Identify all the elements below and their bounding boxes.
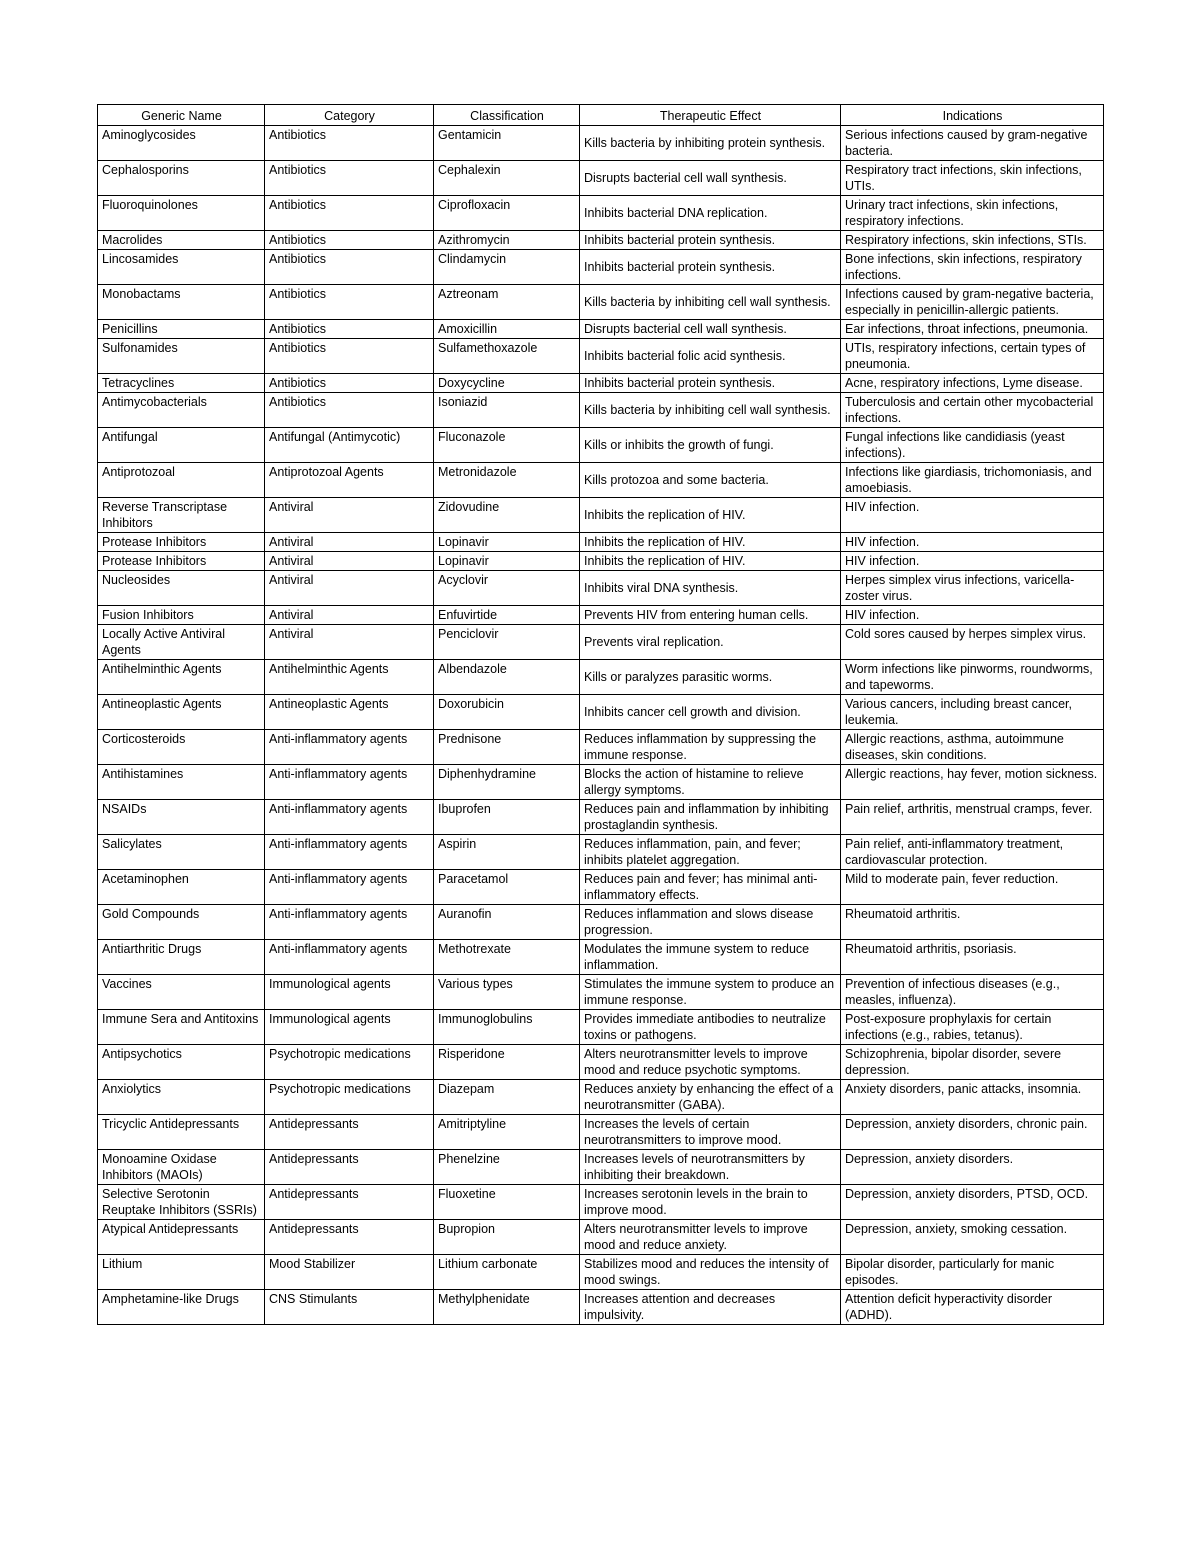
therapeutic-effect-cell: Blocks the action of histamine to relieve allergy symptoms. [580, 765, 841, 800]
table-row [98, 374, 1104, 393]
indications-cell: HIV infection. [841, 552, 1104, 571]
therapeutic-effect-cell: Kills bacteria by inhibiting protein synthesis. [580, 126, 841, 161]
classification-cell: Lopinavir [434, 533, 580, 552]
table-row [98, 905, 1104, 940]
generic-name-cell: Antineoplastic Agents [98, 695, 265, 730]
table-row [98, 285, 1104, 320]
therapeutic-effect-cell: Inhibits bacterial protein synthesis. [580, 374, 841, 393]
generic-name-cell: Aminoglycosides [98, 126, 265, 161]
category-cell: Antidepressants [265, 1150, 434, 1185]
classification-cell: Clindamycin [434, 250, 580, 285]
therapeutic-effect-cell: Disrupts bacterial cell wall synthesis. [580, 320, 841, 339]
classification-cell: Lopinavir [434, 552, 580, 571]
category-cell: CNS Stimulants [265, 1290, 434, 1325]
classification-cell: Doxycycline [434, 374, 580, 393]
table-header-row [98, 105, 1104, 126]
classification-cell: Albendazole [434, 660, 580, 695]
category-cell: Anti-inflammatory agents [265, 940, 434, 975]
indications-cell: Tuberculosis and certain other mycobacterial infections. [841, 393, 1104, 428]
classification-cell: Diazepam [434, 1080, 580, 1115]
table-row [98, 730, 1104, 765]
indications-cell: Rheumatoid arthritis. [841, 905, 1104, 940]
generic-name-cell: Antimycobacterials [98, 393, 265, 428]
category-cell: Mood Stabilizer [265, 1255, 434, 1290]
table-row [98, 1255, 1104, 1290]
category-cell: Antibiotics [265, 126, 434, 161]
generic-name-cell: Immune Sera and Antitoxins [98, 1010, 265, 1045]
classification-cell: Azithromycin [434, 231, 580, 250]
generic-name-cell: Protease Inhibitors [98, 533, 265, 552]
therapeutic-effect-cell: Stimulates the immune system to produce an immune response. [580, 975, 841, 1010]
generic-name-cell: Corticosteroids [98, 730, 265, 765]
therapeutic-effect-cell: Increases levels of neurotransmitters by inhibiting their breakdown. [580, 1150, 841, 1185]
category-cell: Antiviral [265, 625, 434, 660]
table-row [98, 835, 1104, 870]
category-cell: Antiviral [265, 606, 434, 625]
header-generic-name: Generic Name [98, 105, 265, 126]
table-row [98, 126, 1104, 161]
category-cell: Psychotropic medications [265, 1045, 434, 1080]
classification-cell: Zidovudine [434, 498, 580, 533]
table-row [98, 1150, 1104, 1185]
category-cell: Antiviral [265, 571, 434, 606]
therapeutic-effect-cell: Alters neurotransmitter levels to improve mood and reduce anxiety. [580, 1220, 841, 1255]
category-cell: Antibiotics [265, 250, 434, 285]
therapeutic-effect-cell: Reduces pain and inflammation by inhibiting prostaglandin synthesis. [580, 800, 841, 835]
therapeutic-effect-cell: Inhibits bacterial protein synthesis. [580, 250, 841, 285]
category-cell: Anti-inflammatory agents [265, 800, 434, 835]
generic-name-cell: Lithium [98, 1255, 265, 1290]
generic-name-cell: Antiprotozoal [98, 463, 265, 498]
indications-cell: Bone infections, skin infections, respiratory infections. [841, 250, 1104, 285]
therapeutic-effect-cell: Increases the levels of certain neurotransmitters to improve mood. [580, 1115, 841, 1150]
table-row [98, 552, 1104, 571]
therapeutic-effect-cell: Inhibits viral DNA synthesis. [580, 571, 841, 606]
classification-cell: Risperidone [434, 1045, 580, 1080]
table-row [98, 533, 1104, 552]
therapeutic-effect-cell: Inhibits bacterial DNA replication. [580, 196, 841, 231]
generic-name-cell: Monobactams [98, 285, 265, 320]
table-row [98, 320, 1104, 339]
classification-cell: Methotrexate [434, 940, 580, 975]
therapeutic-effect-cell: Provides immediate antibodies to neutralize toxins or pathogens. [580, 1010, 841, 1045]
therapeutic-effect-cell: Inhibits bacterial folic acid synthesis. [580, 339, 841, 374]
therapeutic-effect-cell: Kills protozoa and some bacteria. [580, 463, 841, 498]
indications-cell: Attention deficit hyperactivity disorder (ADHD). [841, 1290, 1104, 1325]
generic-name-cell: Amphetamine-like Drugs [98, 1290, 265, 1325]
table-row [98, 498, 1104, 533]
generic-name-cell: NSAIDs [98, 800, 265, 835]
category-cell: Anti-inflammatory agents [265, 730, 434, 765]
classification-cell: Bupropion [434, 1220, 580, 1255]
indications-cell: Herpes simplex virus infections, varicella-zoster virus. [841, 571, 1104, 606]
therapeutic-effect-cell: Inhibits bacterial protein synthesis. [580, 231, 841, 250]
classification-cell: Aspirin [434, 835, 580, 870]
generic-name-cell: Atypical Antidepressants [98, 1220, 265, 1255]
category-cell: Anti-inflammatory agents [265, 905, 434, 940]
therapeutic-effect-cell: Stabilizes mood and reduces the intensity of mood swings. [580, 1255, 841, 1290]
therapeutic-effect-cell: Inhibits cancer cell growth and division. [580, 695, 841, 730]
classification-cell: Penciclovir [434, 625, 580, 660]
generic-name-cell: Macrolides [98, 231, 265, 250]
table-row [98, 940, 1104, 975]
generic-name-cell: Antihelminthic Agents [98, 660, 265, 695]
table-row [98, 393, 1104, 428]
category-cell: Antifungal (Antimycotic) [265, 428, 434, 463]
category-cell: Antibiotics [265, 196, 434, 231]
category-cell: Antidepressants [265, 1185, 434, 1220]
classification-cell: Immunoglobulins [434, 1010, 580, 1045]
category-cell: Antibiotics [265, 161, 434, 196]
category-cell: Antiprotozoal Agents [265, 463, 434, 498]
indications-cell: Anxiety disorders, panic attacks, insomnia. [841, 1080, 1104, 1115]
category-cell: Antidepressants [265, 1115, 434, 1150]
category-cell: Antibiotics [265, 231, 434, 250]
generic-name-cell: Vaccines [98, 975, 265, 1010]
table-row [98, 571, 1104, 606]
classification-cell: Isoniazid [434, 393, 580, 428]
therapeutic-effect-cell: Inhibits the replication of HIV. [580, 498, 841, 533]
table-row [98, 625, 1104, 660]
therapeutic-effect-cell: Modulates the immune system to reduce inflammation. [580, 940, 841, 975]
generic-name-cell: Salicylates [98, 835, 265, 870]
generic-name-cell: Tetracyclines [98, 374, 265, 393]
indications-cell: Respiratory infections, skin infections, STIs. [841, 231, 1104, 250]
indications-cell: Cold sores caused by herpes simplex virus. [841, 625, 1104, 660]
indications-cell: Allergic reactions, hay fever, motion sickness. [841, 765, 1104, 800]
category-cell: Antibiotics [265, 374, 434, 393]
classification-cell: Phenelzine [434, 1150, 580, 1185]
therapeutic-effect-cell: Reduces inflammation, pain, and fever; inhibits platelet aggregation. [580, 835, 841, 870]
indications-cell: UTIs, respiratory infections, certain types of pneumonia. [841, 339, 1104, 374]
therapeutic-effect-cell: Disrupts bacterial cell wall synthesis. [580, 161, 841, 196]
indications-cell: Mild to moderate pain, fever reduction. [841, 870, 1104, 905]
classification-cell: Sulfamethoxazole [434, 339, 580, 374]
therapeutic-effect-cell: Inhibits the replication of HIV. [580, 533, 841, 552]
generic-name-cell: Lincosamides [98, 250, 265, 285]
generic-name-cell: Anxiolytics [98, 1080, 265, 1115]
drug-classification-table [97, 104, 1104, 1325]
category-cell: Antineoplastic Agents [265, 695, 434, 730]
indications-cell: Respiratory tract infections, skin infections, UTIs. [841, 161, 1104, 196]
generic-name-cell: Antiarthritic Drugs [98, 940, 265, 975]
indications-cell: Schizophrenia, bipolar disorder, severe depression. [841, 1045, 1104, 1080]
indications-cell: Fungal infections like candidiasis (yeast infections). [841, 428, 1104, 463]
generic-name-cell: Nucleosides [98, 571, 265, 606]
therapeutic-effect-cell: Prevents viral replication. [580, 625, 841, 660]
therapeutic-effect-cell: Increases attention and decreases impulsivity. [580, 1290, 841, 1325]
classification-cell: Prednisone [434, 730, 580, 765]
generic-name-cell: Fluoroquinolones [98, 196, 265, 231]
classification-cell: Ibuprofen [434, 800, 580, 835]
generic-name-cell: Locally Active Antiviral Agents [98, 625, 265, 660]
indications-cell: HIV infection. [841, 606, 1104, 625]
classification-cell: Acyclovir [434, 571, 580, 606]
indications-cell: Depression, anxiety, smoking cessation. [841, 1220, 1104, 1255]
classification-cell: Cephalexin [434, 161, 580, 196]
category-cell: Antibiotics [265, 393, 434, 428]
category-cell: Psychotropic medications [265, 1080, 434, 1115]
therapeutic-effect-cell: Increases serotonin levels in the brain to improve mood. [580, 1185, 841, 1220]
header-indications: Indications [841, 105, 1104, 126]
indications-cell: Bipolar disorder, particularly for manic episodes. [841, 1255, 1104, 1290]
classification-cell: Aztreonam [434, 285, 580, 320]
classification-cell: Various types [434, 975, 580, 1010]
table-row [98, 765, 1104, 800]
indications-cell: Depression, anxiety disorders. [841, 1150, 1104, 1185]
category-cell: Antibiotics [265, 339, 434, 374]
category-cell: Immunological agents [265, 975, 434, 1010]
generic-name-cell: Antipsychotics [98, 1045, 265, 1080]
generic-name-cell: Acetaminophen [98, 870, 265, 905]
indications-cell: HIV infection. [841, 498, 1104, 533]
classification-cell: Doxorubicin [434, 695, 580, 730]
indications-cell: Prevention of infectious diseases (e.g., measles, influenza). [841, 975, 1104, 1010]
table-row [98, 975, 1104, 1010]
header-category: Category [265, 105, 434, 126]
category-cell: Immunological agents [265, 1010, 434, 1045]
generic-name-cell: Penicillins [98, 320, 265, 339]
table-row [98, 1220, 1104, 1255]
table-row [98, 428, 1104, 463]
therapeutic-effect-cell: Kills bacteria by inhibiting cell wall synthesis. [580, 393, 841, 428]
classification-cell: Ciprofloxacin [434, 196, 580, 231]
indications-cell: Infections caused by gram-negative bacteria, especially in penicillin-allergic patients. [841, 285, 1104, 320]
classification-cell: Diphenhydramine [434, 765, 580, 800]
table-row [98, 1045, 1104, 1080]
category-cell: Anti-inflammatory agents [265, 835, 434, 870]
therapeutic-effect-cell: Reduces inflammation and slows disease progression. [580, 905, 841, 940]
generic-name-cell: Gold Compounds [98, 905, 265, 940]
category-cell: Antiviral [265, 552, 434, 571]
therapeutic-effect-cell: Kills or inhibits the growth of fungi. [580, 428, 841, 463]
classification-cell: Enfuvirtide [434, 606, 580, 625]
category-cell: Antiviral [265, 498, 434, 533]
indications-cell: Ear infections, throat infections, pneumonia. [841, 320, 1104, 339]
table-row [98, 606, 1104, 625]
generic-name-cell: Tricyclic Antidepressants [98, 1115, 265, 1150]
indications-cell: Rheumatoid arthritis, psoriasis. [841, 940, 1104, 975]
generic-name-cell: Selective Serotonin Reuptake Inhibitors (SSRIs) [98, 1185, 265, 1220]
classification-cell: Amoxicillin [434, 320, 580, 339]
indications-cell: Urinary tract infections, skin infections, respiratory infections. [841, 196, 1104, 231]
classification-cell: Fluconazole [434, 428, 580, 463]
classification-cell: Gentamicin [434, 126, 580, 161]
category-cell: Antiviral [265, 533, 434, 552]
table-row [98, 1290, 1104, 1325]
indications-cell: Depression, anxiety disorders, chronic pain. [841, 1115, 1104, 1150]
header-therapeutic-effect: Therapeutic Effect [580, 105, 841, 126]
table-row [98, 463, 1104, 498]
generic-name-cell: Sulfonamides [98, 339, 265, 374]
classification-cell: Metronidazole [434, 463, 580, 498]
therapeutic-effect-cell: Reduces anxiety by enhancing the effect of a neurotransmitter (GABA). [580, 1080, 841, 1115]
therapeutic-effect-cell: Reduces inflammation by suppressing the immune response. [580, 730, 841, 765]
category-cell: Antidepressants [265, 1220, 434, 1255]
table-row [98, 339, 1104, 374]
classification-cell: Lithium carbonate [434, 1255, 580, 1290]
category-cell: Antihelminthic Agents [265, 660, 434, 695]
category-cell: Antibiotics [265, 320, 434, 339]
therapeutic-effect-cell: Kills bacteria by inhibiting cell wall synthesis. [580, 285, 841, 320]
indications-cell: Pain relief, arthritis, menstrual cramps, fever. [841, 800, 1104, 835]
classification-cell: Paracetamol [434, 870, 580, 905]
therapeutic-effect-cell: Reduces pain and fever; has minimal anti-inflammatory effects. [580, 870, 841, 905]
classification-cell: Auranofin [434, 905, 580, 940]
classification-cell: Fluoxetine [434, 1185, 580, 1220]
table-row [98, 1080, 1104, 1115]
table-row [98, 161, 1104, 196]
table-row [98, 1010, 1104, 1045]
category-cell: Anti-inflammatory agents [265, 870, 434, 905]
indications-cell: Allergic reactions, asthma, autoimmune diseases, skin conditions. [841, 730, 1104, 765]
table-row [98, 231, 1104, 250]
indications-cell: Depression, anxiety disorders, PTSD, OCD. [841, 1185, 1104, 1220]
table-row [98, 870, 1104, 905]
therapeutic-effect-cell: Prevents HIV from entering human cells. [580, 606, 841, 625]
indications-cell: Worm infections like pinworms, roundworms, and tapeworms. [841, 660, 1104, 695]
indications-cell: Serious infections caused by gram-negative bacteria. [841, 126, 1104, 161]
category-cell: Anti-inflammatory agents [265, 765, 434, 800]
generic-name-cell: Reverse Transcriptase Inhibitors [98, 498, 265, 533]
therapeutic-effect-cell: Kills or paralyzes parasitic worms. [580, 660, 841, 695]
classification-cell: Methylphenidate [434, 1290, 580, 1325]
table-row [98, 695, 1104, 730]
therapeutic-effect-cell: Inhibits the replication of HIV. [580, 552, 841, 571]
table-row [98, 1185, 1104, 1220]
table-row [98, 800, 1104, 835]
indications-cell: Various cancers, including breast cancer, leukemia. [841, 695, 1104, 730]
header-classification: Classification [434, 105, 580, 126]
generic-name-cell: Protease Inhibitors [98, 552, 265, 571]
classification-cell: Amitriptyline [434, 1115, 580, 1150]
table-row [98, 1115, 1104, 1150]
generic-name-cell: Monoamine Oxidase Inhibitors (MAOIs) [98, 1150, 265, 1185]
table-row [98, 660, 1104, 695]
generic-name-cell: Fusion Inhibitors [98, 606, 265, 625]
generic-name-cell: Antifungal [98, 428, 265, 463]
generic-name-cell: Antihistamines [98, 765, 265, 800]
indications-cell: Acne, respiratory infections, Lyme disease. [841, 374, 1104, 393]
table-row [98, 196, 1104, 231]
indications-cell: Infections like giardiasis, trichomoniasis, and amoebiasis. [841, 463, 1104, 498]
indications-cell: Pain relief, anti-inflammatory treatment, cardiovascular protection. [841, 835, 1104, 870]
therapeutic-effect-cell: Alters neurotransmitter levels to improve mood and reduce psychotic symptoms. [580, 1045, 841, 1080]
generic-name-cell: Cephalosporins [98, 161, 265, 196]
table-row [98, 250, 1104, 285]
indications-cell: Post-exposure prophylaxis for certain infections (e.g., rabies, tetanus). [841, 1010, 1104, 1045]
category-cell: Antibiotics [265, 285, 434, 320]
indications-cell: HIV infection. [841, 533, 1104, 552]
